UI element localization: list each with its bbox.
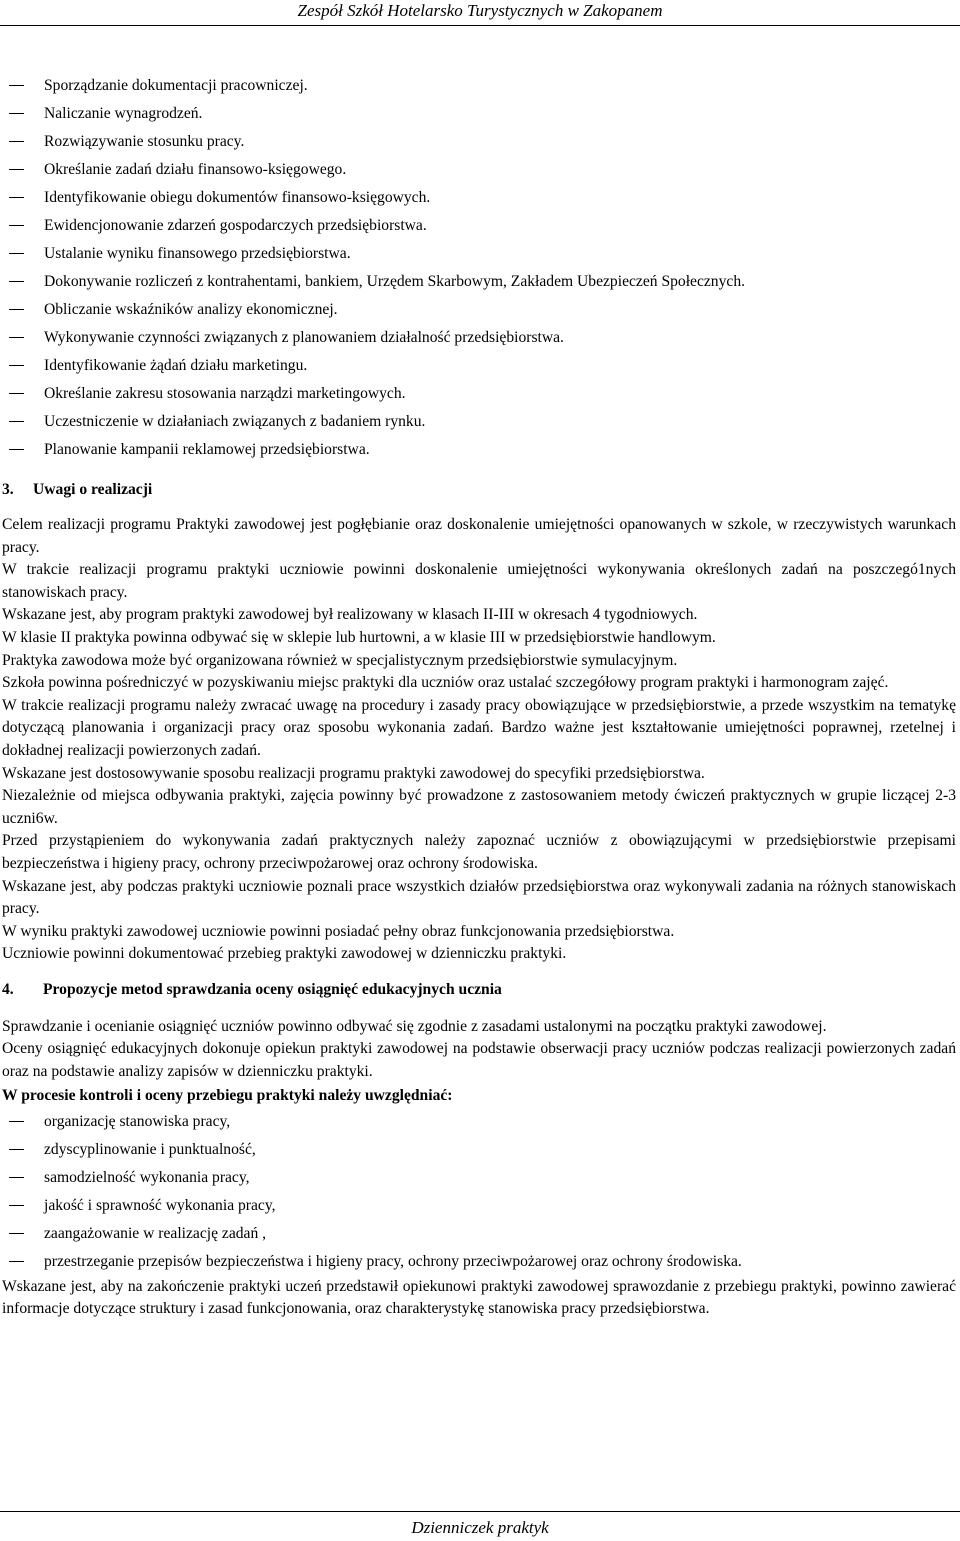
criteria-item: przestrzeganie przepisów bezpieczeństwa i higieny pracy, ochrony przeciwpożarowej oraz ochrony środowiska. (2, 1248, 956, 1276)
task-item: Dokonywanie rozliczeń z kontrahentami, bankiem, Urzędem Skarbowym, Zakładem Ubezpieczeń Społecznych. (2, 268, 956, 296)
dash-bullet-icon (9, 141, 24, 142)
dash-bullet-icon (9, 1121, 24, 1122)
section-title: Propozycje metod sprawdzania oceny osiągnięć edukacyjnych ucznia (43, 980, 502, 998)
section-4-heading (2, 976, 956, 1004)
task-item: Ewidencjonowanie zdarzeń gospodarczych przedsiębiorstwa. (2, 212, 956, 240)
paragraph: W klasie II praktyka powinna odbywać się w sklepie lub hurtowni, a w klasie III w przedsiębiorstwie handlowym. (2, 628, 716, 646)
page-footer: Dzienniczek praktyk (411, 1518, 549, 1537)
task-list (2, 72, 956, 464)
task-item: Wykonywanie czynności związanych z planowaniem działalność przedsiębiorstwa. (2, 324, 956, 352)
document-body (2, 72, 956, 1321)
paragraph: Szkoła powinna pośredniczyć w pozyskiwaniu miejsc praktyki dla uczniów oraz ustalać szczegółowy program praktyki i harmonogram zajęć. (2, 674, 889, 692)
dash-bullet-icon (9, 337, 24, 338)
spacer (2, 1004, 956, 1016)
dash-bullet-icon (9, 225, 24, 226)
paragraph: Przed przystąpieniem do wykonywania zadań praktycznych należy zapoznać uczniów z obowiązującymi w przedsiębiorstwie przepisami bezpieczeństwa i higieny pracy, ochrony przeciwpożarowej oraz ochrony środowiska. (2, 832, 956, 872)
criteria-item: zaangażowanie w realizację zadań , (2, 1220, 956, 1248)
paragraph: Oceny osiągnięć edukacyjnych dokonuje opiekun praktyki zawodowej na podstawie obserwacji pracy uczniów podczas realizacji powierzonych zadań oraz na podstawie analizy zapisów w dzienniczku praktyki. (2, 1040, 956, 1081)
task-item: Określanie zakresu stosowania narządzi marketingowych. (2, 380, 956, 408)
paragraph: Praktyka zawodowa może być organizowana również w specjalistycznym przedsiębiorstwie symulacyjnym. (2, 651, 678, 669)
paragraph: Niezależnie od miejsca odbywania praktyki, zajęcia powinny być prowadzone z zastosowaniem metody ćwiczeń praktycznych w grupie liczącej 2-3 uczni6w. (2, 787, 956, 827)
task-item: Rozwiązywanie stosunku pracy. (2, 128, 956, 156)
paragraph: Wskazane jest, aby program praktyki zawodowej był realizowany w klasach II-III w okresach 4 tygodniowych. (2, 606, 698, 624)
section-number: 4. (2, 980, 14, 998)
paragraph: W trakcie realizacji programu praktyki uczniowie powinni doskonalenie umiejętności wykonywania określonych zadań na poszczegó1nych stanowiskach pracy. (2, 561, 956, 601)
criteria-heading: W procesie kontroli i oceny przebiegu praktyki należy uwzględniać: (2, 1086, 453, 1104)
dash-bullet-icon (9, 169, 24, 170)
paragraph: W wyniku praktyki zawodowej uczniowie powinni posiadać pełny obraz funkcjonowania przedsiębiorstwa. (2, 922, 675, 940)
criteria-item: jakość i sprawność wykonania pracy, (2, 1192, 956, 1220)
header-rule (0, 25, 960, 26)
dash-bullet-icon (9, 281, 24, 282)
footer-rule (0, 1511, 960, 1512)
dash-bullet-icon (9, 309, 24, 310)
dash-bullet-icon (9, 449, 24, 450)
dash-bullet-icon (9, 393, 24, 394)
task-item: Ustalanie wyniku finansowego przedsiębiorstwa. (2, 240, 956, 268)
criteria-item: samodzielność wykonania pracy, (2, 1164, 956, 1192)
paragraph: Wskazane jest dostosowywanie sposobu realizacji programu praktyki zawodowej do specyfiki przedsiębiorstwa. (2, 764, 705, 782)
dash-bullet-icon (9, 1205, 24, 1206)
dash-bullet-icon (9, 197, 24, 198)
task-item: Planowanie kampanii reklamowej przedsiębiorstwa. (2, 436, 956, 464)
section-number: 3. (2, 481, 14, 498)
criteria-item: zdyscyplinowanie i punktualność, (2, 1136, 956, 1164)
dash-bullet-icon (9, 1233, 24, 1234)
task-item: Sporządzanie dokumentacji pracowniczej. (2, 72, 956, 100)
dash-bullet-icon (9, 85, 24, 86)
paragraph: W trakcie realizacji programu należy zwracać uwagę na procedury i zasady pracy obowiązujące w przedsiębiorstwie, a przede wszystkim na tematykę dotyczącą planowania i organizacji pracy oraz sposobu wykonania zadań. Bardzo ważne jest kształtowanie umiejętności poprawnej, rzetelnej i dokładnej realizacji powierzonych zadań. (2, 696, 956, 759)
dash-bullet-icon (9, 1261, 24, 1262)
task-item: Określanie zadań działu finansowo-księgowego. (2, 156, 956, 184)
spacer (2, 504, 956, 514)
task-item: Uczestniczenie w działaniach związanych z badaniem rynku. (2, 408, 956, 436)
paragraph: Sprawdzanie i ocenianie osiągnięć uczniów powinno odbywać się zgodnie z zasadami ustalonymi na początku praktyki zawodowej. (2, 1017, 827, 1035)
criteria-item: organizację stanowiska pracy, (2, 1108, 956, 1136)
page-header: Zespół Szkół Hotelarsko Turystycznych w Zakopanem (297, 1, 663, 20)
section-3-heading (2, 476, 956, 504)
dash-bullet-icon (9, 113, 24, 114)
task-item: Identyfikowanie żądań działu marketingu. (2, 352, 956, 380)
paragraph: Uczniowie powinni dokumentować przebieg praktyki zawodowej w dzienniczku praktyki. (2, 945, 567, 963)
dash-bullet-icon (9, 421, 24, 422)
dash-bullet-icon (9, 365, 24, 366)
task-item: Identyfikowanie obiegu dokumentów finansowo-księgowych. (2, 184, 956, 212)
task-item: Obliczanie wskaźników analizy ekonomicznej. (2, 296, 956, 324)
closing-paragraph: Wskazane jest, aby na zakończenie praktyki uczeń przedstawił opiekunowi praktyki zawodowej sprawozdanie z przebiegu praktyki, powinno zawierać informacje dotyczące struktury i zasad funkcjonowania, oraz charakterystykę stanowiska pracy przedsiębiorstwa. (2, 1277, 956, 1318)
section-title: Uwagi o realizacji (33, 481, 153, 498)
criteria-list (2, 1108, 956, 1276)
paragraph: Celem realizacji programu Praktyki zawodowej jest pogłębianie oraz doskonalenie umiejętności opanowanych w szkole, w rzeczywistych warunkach pracy. (2, 516, 956, 556)
dash-bullet-icon (9, 253, 24, 254)
paragraph: Wskazane jest, aby podczas praktyki uczniowie poznali prace wszystkich działów przedsiębiorstwa oraz wykonywali zadania na różnych stanowiskach pracy. (2, 877, 956, 918)
dash-bullet-icon (9, 1149, 24, 1150)
task-item: Naliczanie wynagrodzeń. (2, 100, 956, 128)
dash-bullet-icon (9, 1177, 24, 1178)
